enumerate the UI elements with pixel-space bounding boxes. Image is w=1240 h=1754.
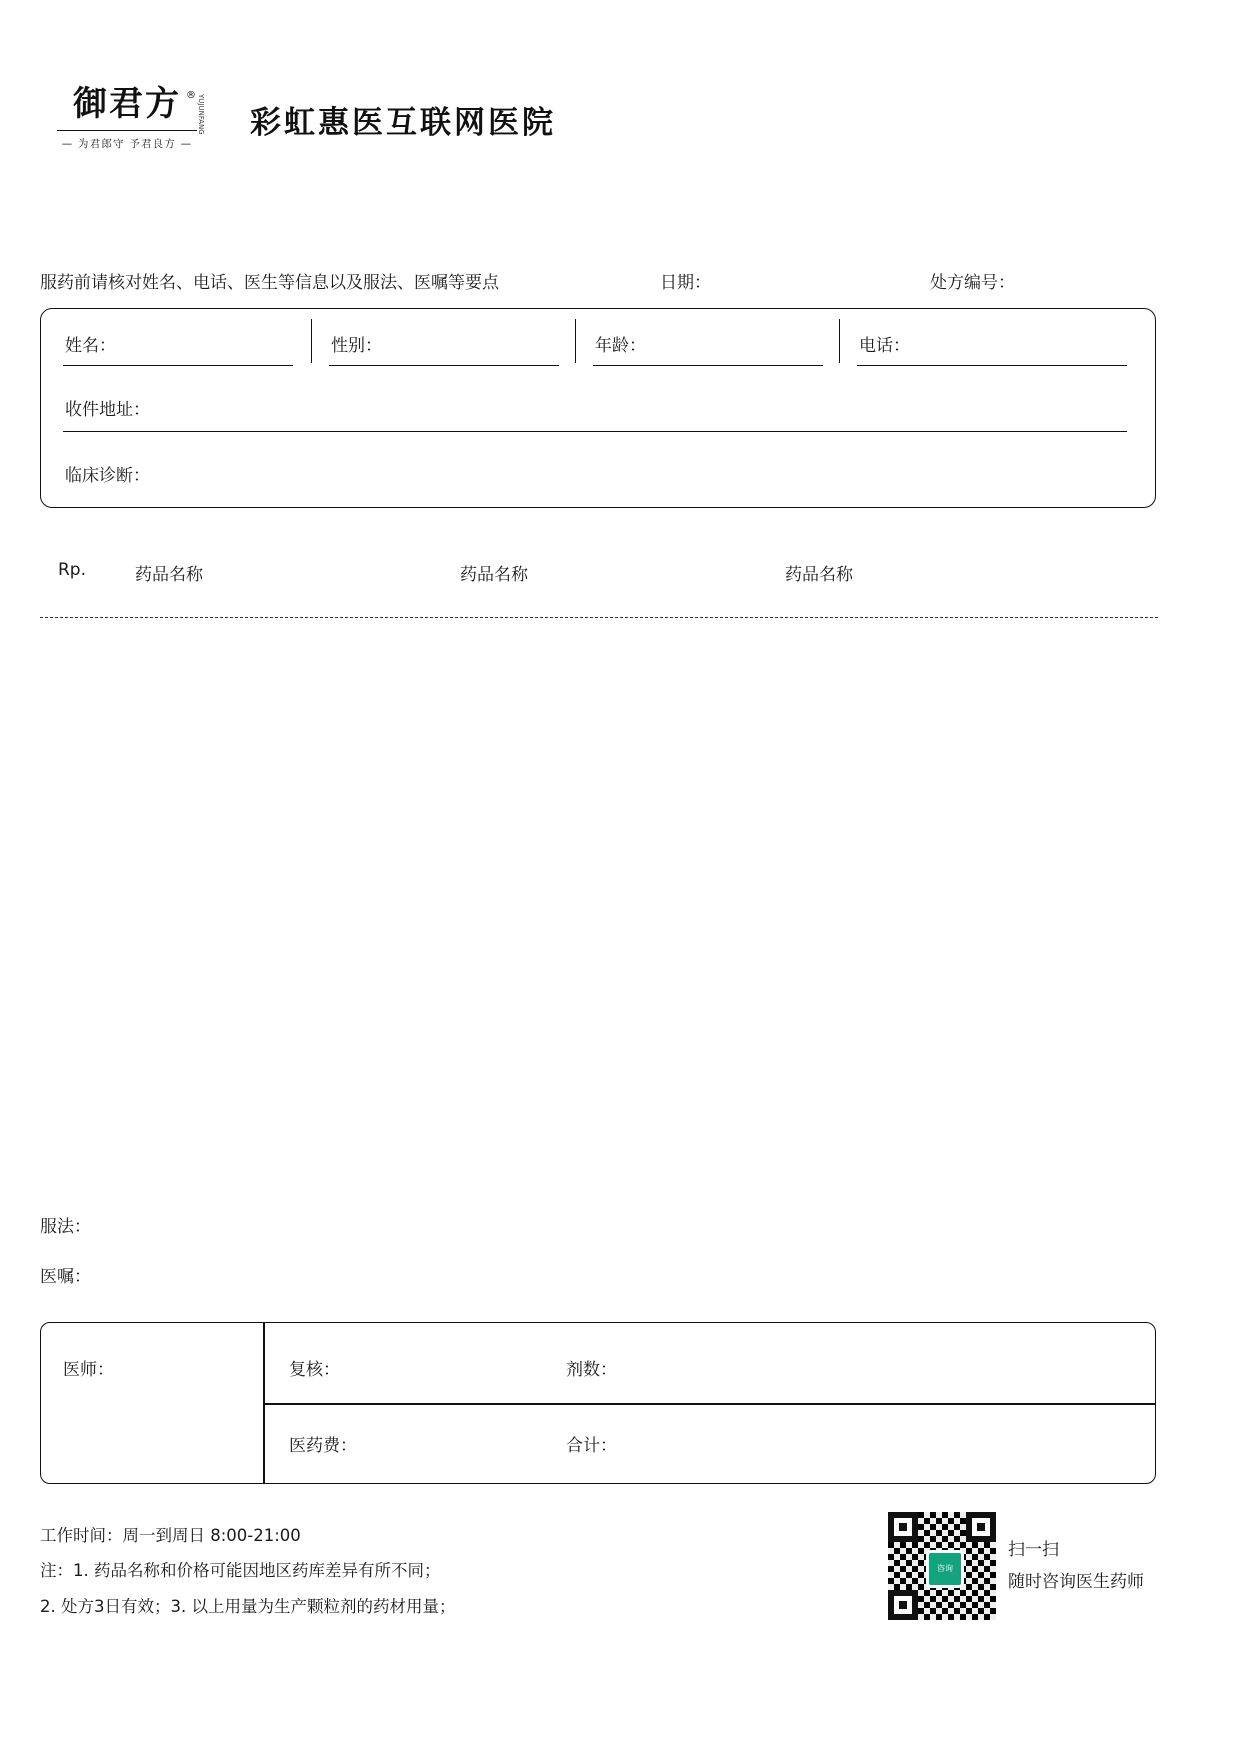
shipping-address-label: 收件地址： xyxy=(65,400,150,420)
patient-age-label: 年龄： xyxy=(595,336,646,356)
page-title: 彩虹惠医互联网医院 xyxy=(250,104,556,141)
qr-title: 扫一扫 xyxy=(1008,1539,1059,1560)
footer-notes xyxy=(40,1518,455,1624)
brand-logo-text: 御君方 xyxy=(73,84,181,125)
patient-age-input[interactable] xyxy=(593,365,823,366)
patient-gender-input[interactable] xyxy=(329,365,559,366)
field-divider-2 xyxy=(575,319,576,363)
patient-info-box xyxy=(40,308,1156,508)
brand-logo xyxy=(52,80,205,158)
shipping-address-input[interactable] xyxy=(63,431,1127,432)
field-divider-3 xyxy=(839,319,840,363)
verification-notice: 服药前请核对姓名、电话、医生等信息以及服法、医嘱等要点 xyxy=(40,273,499,293)
patient-phone-input[interactable] xyxy=(857,365,1127,366)
drug-name-column-1: 药品名称 xyxy=(135,565,203,585)
qr-caption xyxy=(1008,1534,1144,1599)
note-line-1: 注：1. 药品名称和价格可能因地区药库差异有所不同； xyxy=(40,1561,441,1581)
patient-phone-label: 电话： xyxy=(859,336,910,356)
qr-finder-top-left xyxy=(888,1512,918,1542)
patient-gender-label: 性别： xyxy=(331,336,382,356)
date-label: 日期： xyxy=(660,273,711,293)
clinical-diagnosis-label: 临床诊断： xyxy=(65,466,150,486)
drug-name-column-3: 药品名称 xyxy=(785,565,853,585)
prescription-body-area[interactable] xyxy=(40,630,1158,1210)
document-header xyxy=(52,80,556,158)
qr-subtitle: 随时咨询医生药师 xyxy=(1008,1572,1144,1592)
note-line-2: 2. 处方3日有效；3. 以上用量为生产颗粒剂的药材用量； xyxy=(40,1596,456,1616)
drug-name-column-2: 药品名称 xyxy=(460,565,528,585)
doctor-label: 医师： xyxy=(63,1360,114,1380)
registered-mark-icon: ® xyxy=(186,90,196,101)
dose-count-label: 剂数： xyxy=(566,1360,617,1380)
advice-label: 医嘱： xyxy=(40,1267,91,1287)
patient-info-row-3 xyxy=(41,441,1155,507)
qr-section xyxy=(888,1512,1144,1620)
brand-slogan: — 为君郎守 予君良方 — xyxy=(61,137,193,150)
field-divider-1 xyxy=(311,319,312,363)
prescription-number-label: 处方编号： xyxy=(930,273,1015,293)
patient-info-row-1 xyxy=(41,309,1155,375)
qr-finder-bottom-left xyxy=(888,1590,918,1620)
rx-separator xyxy=(40,617,1158,618)
patient-name-input[interactable] xyxy=(63,365,293,366)
qr-center-logo: 咨询 xyxy=(926,1550,964,1588)
logo-divider xyxy=(57,130,197,131)
work-hours-text: 工作时间：周一到周日 8:00-21:00 xyxy=(40,1526,301,1545)
qr-code-icon[interactable] xyxy=(888,1512,996,1620)
brand-logo-pinyin: YUJUNFANG xyxy=(197,94,205,135)
recheck-label: 复核： xyxy=(289,1360,340,1380)
rp-label: Rp. xyxy=(58,560,87,580)
signature-horizontal-divider xyxy=(263,1403,1155,1405)
patient-name-label: 姓名： xyxy=(65,336,116,356)
medicine-fee-label: 医药费： xyxy=(289,1436,357,1456)
signature-box xyxy=(40,1322,1156,1484)
qr-finder-top-right xyxy=(966,1512,996,1542)
usage-label: 服法： xyxy=(40,1217,91,1237)
patient-info-row-2 xyxy=(41,375,1155,441)
total-label: 合计： xyxy=(566,1436,617,1456)
